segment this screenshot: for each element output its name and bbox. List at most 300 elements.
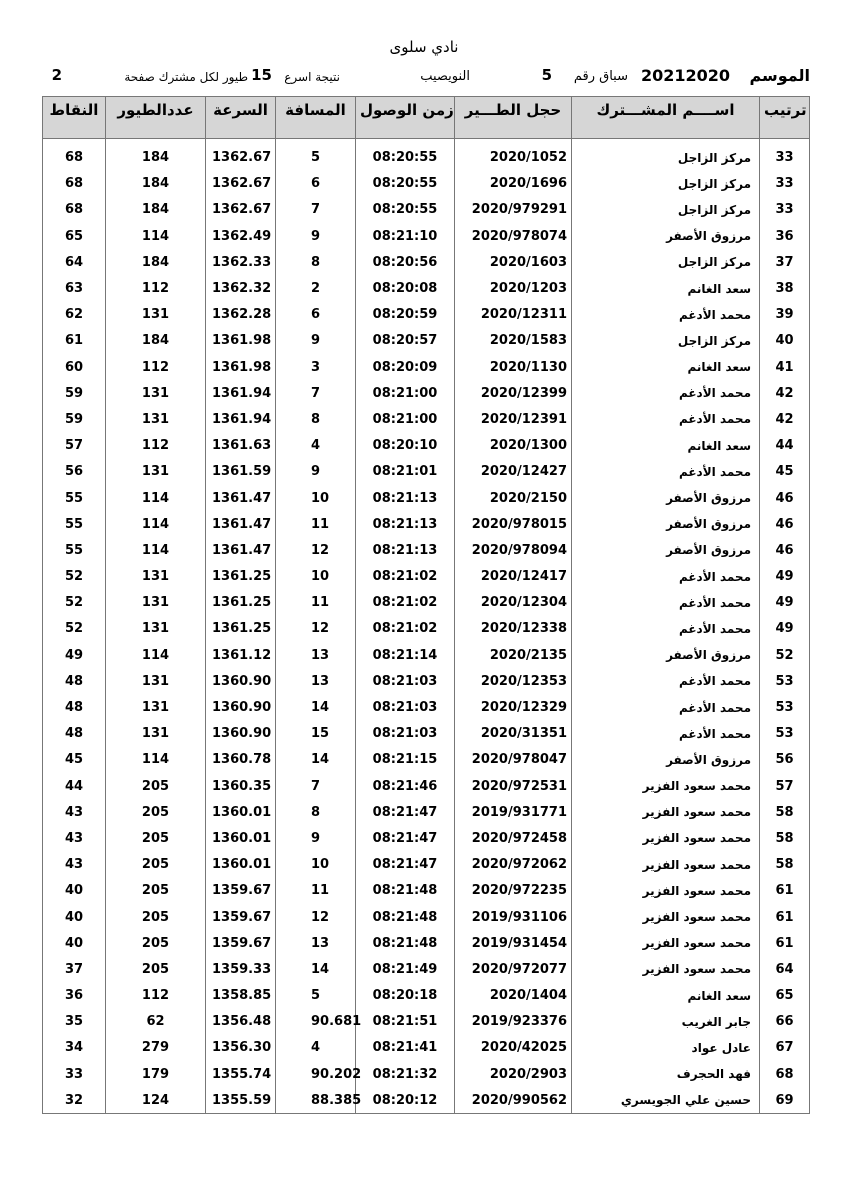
cell-points: 52 bbox=[43, 590, 106, 616]
cell-speed: 1362.33 bbox=[206, 249, 276, 275]
cell-birds-count: 112 bbox=[106, 275, 206, 301]
cell-arrival-time: 08:21:15 bbox=[356, 747, 455, 773]
cell-birds-count: 131 bbox=[106, 616, 206, 642]
cell-name: محمد سعود الفزير bbox=[572, 799, 760, 825]
cell-rank: 67 bbox=[760, 1035, 810, 1061]
cell-distance: 14 bbox=[276, 956, 356, 982]
cell-ring: 2020/972531 bbox=[455, 773, 572, 799]
cell-rank: 49 bbox=[760, 616, 810, 642]
cell-arrival-time: 08:20:10 bbox=[356, 433, 455, 459]
cell-points: 45 bbox=[43, 747, 106, 773]
cell-speed: 1355.74 bbox=[206, 1061, 276, 1087]
cell-points: 64 bbox=[43, 249, 106, 275]
cell-birds-count: 114 bbox=[106, 747, 206, 773]
table-row bbox=[43, 590, 810, 616]
cell-birds-count: 184 bbox=[106, 171, 206, 197]
cell-rank: 42 bbox=[760, 406, 810, 432]
cell-name: محمد سعود الفزير bbox=[572, 773, 760, 799]
cell-arrival-time: 08:21:46 bbox=[356, 773, 455, 799]
table-row bbox=[43, 668, 810, 694]
cell-birds-count: 131 bbox=[106, 721, 206, 747]
cell-name: مرزوق الأصفر bbox=[572, 537, 760, 563]
cell-name: محمد الأدغم bbox=[572, 380, 760, 406]
cell-rank: 37 bbox=[760, 249, 810, 275]
cell-name: مركز الزاجل bbox=[572, 171, 760, 197]
cell-distance: 12 bbox=[276, 537, 356, 563]
cell-rank: 69 bbox=[760, 1087, 810, 1113]
col-header-distance: المسافة bbox=[276, 97, 356, 139]
cell-speed: 1359.33 bbox=[206, 956, 276, 982]
table-header-row bbox=[43, 97, 810, 139]
cell-rank: 65 bbox=[760, 983, 810, 1009]
cell-distance: 10 bbox=[276, 852, 356, 878]
cell-points: 44 bbox=[43, 773, 106, 799]
club-title: نادي سلوى bbox=[389, 38, 459, 56]
cell-points: 55 bbox=[43, 537, 106, 563]
cell-arrival-time: 08:21:01 bbox=[356, 459, 455, 485]
cell-points: 68 bbox=[43, 197, 106, 223]
table-row bbox=[43, 354, 810, 380]
col-header-arrival-time: زمن الوصول bbox=[356, 97, 455, 139]
cell-arrival-time: 08:21:00 bbox=[356, 380, 455, 406]
cell-distance: 12 bbox=[276, 904, 356, 930]
cell-arrival-time: 08:21:13 bbox=[356, 485, 455, 511]
table-row bbox=[43, 773, 810, 799]
race-number-label: سباق رقم bbox=[573, 69, 628, 84]
table-row bbox=[43, 275, 810, 301]
cell-name: محمد الأدغم bbox=[572, 459, 760, 485]
cell-ring: 2019/923376 bbox=[455, 1009, 572, 1035]
cell-points: 48 bbox=[43, 721, 106, 747]
cell-name: محمد الأدغم bbox=[572, 302, 760, 328]
cell-speed: 1361.47 bbox=[206, 485, 276, 511]
table-row bbox=[43, 145, 810, 171]
cell-distance: 9 bbox=[276, 459, 356, 485]
cell-ring: 2020/2135 bbox=[455, 642, 572, 668]
cell-distance: 11 bbox=[276, 511, 356, 537]
cell-distance: 6 bbox=[276, 302, 356, 328]
cell-rank: 58 bbox=[760, 852, 810, 878]
cell-birds-count: 131 bbox=[106, 564, 206, 590]
cell-distance: 8 bbox=[276, 249, 356, 275]
cell-distance: 4 bbox=[276, 1035, 356, 1061]
table-row bbox=[43, 852, 810, 878]
cell-points: 52 bbox=[43, 564, 106, 590]
cell-rank: 42 bbox=[760, 380, 810, 406]
cell-ring: 2020/12427 bbox=[455, 459, 572, 485]
cell-arrival-time: 08:21:02 bbox=[356, 616, 455, 642]
cell-rank: 46 bbox=[760, 537, 810, 563]
birds-per-member-label: طيور لكل مشترك صفحة bbox=[124, 70, 248, 84]
cell-arrival-time: 08:21:51 bbox=[356, 1009, 455, 1035]
cell-ring: 2020/978015 bbox=[455, 511, 572, 537]
cell-rank: 40 bbox=[760, 328, 810, 354]
cell-name: محمد الأدغم bbox=[572, 616, 760, 642]
cell-rank: 41 bbox=[760, 354, 810, 380]
cell-ring: 2020/12399 bbox=[455, 380, 572, 406]
cell-points: 43 bbox=[43, 852, 106, 878]
table-row bbox=[43, 564, 810, 590]
cell-name: مركز الزاجل bbox=[572, 145, 760, 171]
cell-rank: 39 bbox=[760, 302, 810, 328]
cell-arrival-time: 08:20:12 bbox=[356, 1087, 455, 1113]
cell-arrival-time: 08:20:18 bbox=[356, 983, 455, 1009]
table-row bbox=[43, 694, 810, 720]
col-header-points: النقاط bbox=[43, 97, 106, 139]
cell-arrival-time: 08:21:48 bbox=[356, 878, 455, 904]
cell-ring: 2020/12338 bbox=[455, 616, 572, 642]
cell-birds-count: 184 bbox=[106, 328, 206, 354]
cell-arrival-time: 08:20:55 bbox=[356, 197, 455, 223]
cell-name: سعد الغانم bbox=[572, 354, 760, 380]
cell-arrival-time: 08:21:14 bbox=[356, 642, 455, 668]
cell-rank: 58 bbox=[760, 825, 810, 851]
cell-speed: 1361.59 bbox=[206, 459, 276, 485]
cell-rank: 33 bbox=[760, 145, 810, 171]
cell-speed: 1360.90 bbox=[206, 694, 276, 720]
cell-rank: 36 bbox=[760, 223, 810, 249]
cell-distance: 15 bbox=[276, 721, 356, 747]
cell-arrival-time: 08:21:41 bbox=[356, 1035, 455, 1061]
cell-name: محمد سعود الفزير bbox=[572, 825, 760, 851]
col-header-speed: السرعة bbox=[206, 97, 276, 139]
cell-rank: 53 bbox=[760, 668, 810, 694]
table-row bbox=[43, 433, 810, 459]
table-row bbox=[43, 537, 810, 563]
cell-ring: 2020/31351 bbox=[455, 721, 572, 747]
result-label: نتيجة اسرع bbox=[284, 70, 340, 84]
cell-points: 37 bbox=[43, 956, 106, 982]
cell-ring: 2020/2903 bbox=[455, 1061, 572, 1087]
cell-distance: 9 bbox=[276, 825, 356, 851]
cell-birds-count: 112 bbox=[106, 354, 206, 380]
cell-ring: 2019/931771 bbox=[455, 799, 572, 825]
cell-speed: 1361.98 bbox=[206, 354, 276, 380]
cell-name: محمد الأدغم bbox=[572, 590, 760, 616]
cell-rank: 46 bbox=[760, 511, 810, 537]
cell-points: 34 bbox=[43, 1035, 106, 1061]
cell-birds-count: 112 bbox=[106, 433, 206, 459]
cell-birds-count: 205 bbox=[106, 930, 206, 956]
cell-name: محمد سعود الفزير bbox=[572, 956, 760, 982]
cell-speed: 1361.47 bbox=[206, 537, 276, 563]
cell-speed: 1360.90 bbox=[206, 721, 276, 747]
cell-points: 60 bbox=[43, 354, 106, 380]
cell-points: 59 bbox=[43, 406, 106, 432]
cell-speed: 1356.48 bbox=[206, 1009, 276, 1035]
cell-ring: 2020/978047 bbox=[455, 747, 572, 773]
cell-name: مرزوق الأصفر bbox=[572, 511, 760, 537]
table-row bbox=[43, 642, 810, 668]
cell-distance: 10 bbox=[276, 485, 356, 511]
table-row bbox=[43, 1087, 810, 1113]
cell-speed: 1361.63 bbox=[206, 433, 276, 459]
cell-speed: 1361.94 bbox=[206, 380, 276, 406]
table-row bbox=[43, 380, 810, 406]
cell-ring: 2020/12311 bbox=[455, 302, 572, 328]
cell-distance: 7 bbox=[276, 380, 356, 406]
cell-ring: 2020/12417 bbox=[455, 564, 572, 590]
cell-birds-count: 205 bbox=[106, 799, 206, 825]
cell-points: 33 bbox=[43, 1061, 106, 1087]
cell-birds-count: 205 bbox=[106, 825, 206, 851]
race-info-row bbox=[40, 66, 810, 92]
cell-ring: 2020/1696 bbox=[455, 171, 572, 197]
cell-speed: 1355.59 bbox=[206, 1087, 276, 1113]
cell-distance: 4 bbox=[276, 433, 356, 459]
cell-name: محمد سعود الفزير bbox=[572, 878, 760, 904]
cell-birds-count: 62 bbox=[106, 1009, 206, 1035]
cell-birds-count: 131 bbox=[106, 694, 206, 720]
cell-speed: 1359.67 bbox=[206, 878, 276, 904]
cell-distance: 88.385 bbox=[276, 1087, 356, 1113]
cell-arrival-time: 08:21:02 bbox=[356, 564, 455, 590]
cell-arrival-time: 08:20:56 bbox=[356, 249, 455, 275]
table-row bbox=[43, 956, 810, 982]
cell-name: سعد الغانم bbox=[572, 433, 760, 459]
cell-arrival-time: 08:20:09 bbox=[356, 354, 455, 380]
cell-speed: 1361.94 bbox=[206, 406, 276, 432]
table-row bbox=[43, 406, 810, 432]
cell-distance: 8 bbox=[276, 406, 356, 432]
cell-points: 57 bbox=[43, 433, 106, 459]
table-row bbox=[43, 930, 810, 956]
cell-birds-count: 114 bbox=[106, 485, 206, 511]
cell-speed: 1361.25 bbox=[206, 564, 276, 590]
cell-name: مرزوق الأصفر bbox=[572, 747, 760, 773]
cell-arrival-time: 08:21:03 bbox=[356, 721, 455, 747]
cell-distance: 9 bbox=[276, 223, 356, 249]
cell-rank: 53 bbox=[760, 721, 810, 747]
col-header-name: اســــم المشـــترك bbox=[572, 97, 760, 139]
cell-ring: 2020/2150 bbox=[455, 485, 572, 511]
cell-points: 48 bbox=[43, 668, 106, 694]
cell-arrival-time: 08:21:47 bbox=[356, 825, 455, 851]
cell-rank: 68 bbox=[760, 1061, 810, 1087]
table-row bbox=[43, 799, 810, 825]
table-row bbox=[43, 878, 810, 904]
cell-ring: 2020/12391 bbox=[455, 406, 572, 432]
cell-birds-count: 205 bbox=[106, 956, 206, 982]
cell-arrival-time: 08:21:13 bbox=[356, 511, 455, 537]
table-row bbox=[43, 223, 810, 249]
cell-ring: 2020/990562 bbox=[455, 1087, 572, 1113]
cell-distance: 10 bbox=[276, 564, 356, 590]
cell-name: فهد الحجرف bbox=[572, 1061, 760, 1087]
cell-arrival-time: 08:20:55 bbox=[356, 171, 455, 197]
cell-points: 43 bbox=[43, 799, 106, 825]
cell-ring: 2020/979291 bbox=[455, 197, 572, 223]
cell-arrival-time: 08:20:08 bbox=[356, 275, 455, 301]
cell-birds-count: 205 bbox=[106, 878, 206, 904]
cell-arrival-time: 08:21:02 bbox=[356, 590, 455, 616]
cell-name: مركز الزاجل bbox=[572, 197, 760, 223]
cell-rank: 45 bbox=[760, 459, 810, 485]
cell-speed: 1356.30 bbox=[206, 1035, 276, 1061]
cell-speed: 1359.67 bbox=[206, 930, 276, 956]
cell-birds-count: 114 bbox=[106, 642, 206, 668]
cell-ring: 2020/972077 bbox=[455, 956, 572, 982]
cell-points: 62 bbox=[43, 302, 106, 328]
cell-arrival-time: 08:21:03 bbox=[356, 694, 455, 720]
table-row bbox=[43, 747, 810, 773]
table-row bbox=[43, 904, 810, 930]
cell-name: مرزوق الأصفر bbox=[572, 223, 760, 249]
cell-points: 43 bbox=[43, 825, 106, 851]
cell-birds-count: 131 bbox=[106, 406, 206, 432]
cell-arrival-time: 08:21:03 bbox=[356, 668, 455, 694]
cell-name: مركز الزاجل bbox=[572, 249, 760, 275]
cell-birds-count: 279 bbox=[106, 1035, 206, 1061]
cell-rank: 52 bbox=[760, 642, 810, 668]
table-row bbox=[43, 1035, 810, 1061]
cell-ring: 2020/12353 bbox=[455, 668, 572, 694]
cell-arrival-time: 08:21:48 bbox=[356, 904, 455, 930]
cell-name: محمد سعود الفزير bbox=[572, 930, 760, 956]
cell-name: عادل عواد bbox=[572, 1035, 760, 1061]
cell-points: 55 bbox=[43, 485, 106, 511]
cell-arrival-time: 08:21:47 bbox=[356, 799, 455, 825]
season-value: 20212020 bbox=[640, 66, 730, 85]
cell-name: مرزوق الأصفر bbox=[572, 642, 760, 668]
cell-arrival-time: 08:20:57 bbox=[356, 328, 455, 354]
cell-birds-count: 184 bbox=[106, 197, 206, 223]
cell-distance: 9 bbox=[276, 328, 356, 354]
cell-birds-count: 205 bbox=[106, 773, 206, 799]
cell-distance: 5 bbox=[276, 983, 356, 1009]
cell-points: 55 bbox=[43, 511, 106, 537]
cell-ring: 2020/1130 bbox=[455, 354, 572, 380]
cell-rank: 61 bbox=[760, 878, 810, 904]
cell-rank: 61 bbox=[760, 930, 810, 956]
table-row bbox=[43, 171, 810, 197]
table-row bbox=[43, 302, 810, 328]
cell-points: 52 bbox=[43, 616, 106, 642]
cell-distance: 7 bbox=[276, 773, 356, 799]
cell-ring: 2020/12304 bbox=[455, 590, 572, 616]
cell-speed: 1360.90 bbox=[206, 668, 276, 694]
race-location: النويصيب bbox=[420, 69, 470, 84]
cell-name: محمد الأدغم bbox=[572, 721, 760, 747]
cell-points: 63 bbox=[43, 275, 106, 301]
table-row bbox=[43, 721, 810, 747]
cell-birds-count: 184 bbox=[106, 145, 206, 171]
cell-rank: 46 bbox=[760, 485, 810, 511]
cell-name: سعد الغانم bbox=[572, 275, 760, 301]
cell-rank: 49 bbox=[760, 590, 810, 616]
cell-name: محمد الأدغم bbox=[572, 694, 760, 720]
cell-distance: 13 bbox=[276, 930, 356, 956]
cell-points: 40 bbox=[43, 930, 106, 956]
cell-speed: 1362.49 bbox=[206, 223, 276, 249]
table-row bbox=[43, 825, 810, 851]
page-number: 2 bbox=[51, 66, 62, 84]
cell-ring: 2020/978094 bbox=[455, 537, 572, 563]
cell-ring: 2020/42025 bbox=[455, 1035, 572, 1061]
table-row bbox=[43, 511, 810, 537]
cell-points: 56 bbox=[43, 459, 106, 485]
cell-points: 65 bbox=[43, 223, 106, 249]
cell-rank: 58 bbox=[760, 799, 810, 825]
cell-speed: 1360.01 bbox=[206, 799, 276, 825]
cell-ring: 2020/1300 bbox=[455, 433, 572, 459]
race-number-value: 5 bbox=[541, 66, 552, 84]
table-row bbox=[43, 249, 810, 275]
cell-distance: 13 bbox=[276, 668, 356, 694]
cell-distance: 13 bbox=[276, 642, 356, 668]
cell-birds-count: 131 bbox=[106, 590, 206, 616]
cell-ring: 2020/972235 bbox=[455, 878, 572, 904]
cell-points: 68 bbox=[43, 171, 106, 197]
cell-name: محمد سعود الفزير bbox=[572, 904, 760, 930]
cell-rank: 44 bbox=[760, 433, 810, 459]
table-row bbox=[43, 983, 810, 1009]
cell-ring: 2020/978074 bbox=[455, 223, 572, 249]
cell-distance: 90.681 bbox=[276, 1009, 356, 1035]
cell-birds-count: 205 bbox=[106, 904, 206, 930]
cell-birds-count: 131 bbox=[106, 302, 206, 328]
cell-distance: 5 bbox=[276, 145, 356, 171]
cell-speed: 1362.67 bbox=[206, 145, 276, 171]
table-row bbox=[43, 328, 810, 354]
cell-speed: 1362.67 bbox=[206, 171, 276, 197]
table-row bbox=[43, 485, 810, 511]
results-table bbox=[42, 96, 810, 1114]
cell-rank: 49 bbox=[760, 564, 810, 590]
cell-ring: 2020/972458 bbox=[455, 825, 572, 851]
cell-ring: 2020/1603 bbox=[455, 249, 572, 275]
cell-distance: 11 bbox=[276, 590, 356, 616]
cell-speed: 1361.12 bbox=[206, 642, 276, 668]
cell-distance: 14 bbox=[276, 747, 356, 773]
cell-rank: 56 bbox=[760, 747, 810, 773]
cell-arrival-time: 08:21:48 bbox=[356, 930, 455, 956]
cell-speed: 1359.67 bbox=[206, 904, 276, 930]
cell-ring: 2020/1052 bbox=[455, 145, 572, 171]
cell-speed: 1360.35 bbox=[206, 773, 276, 799]
cell-arrival-time: 08:20:59 bbox=[356, 302, 455, 328]
cell-rank: 53 bbox=[760, 694, 810, 720]
cell-name: محمد الأدغم bbox=[572, 406, 760, 432]
cell-rank: 33 bbox=[760, 197, 810, 223]
cell-ring: 2019/931106 bbox=[455, 904, 572, 930]
cell-points: 35 bbox=[43, 1009, 106, 1035]
col-header-ring: حجل الطـــير bbox=[455, 97, 572, 139]
cell-distance: 6 bbox=[276, 171, 356, 197]
cell-speed: 1362.32 bbox=[206, 275, 276, 301]
cell-points: 40 bbox=[43, 878, 106, 904]
cell-birds-count: 114 bbox=[106, 537, 206, 563]
cell-ring: 2020/1404 bbox=[455, 983, 572, 1009]
cell-name: محمد الأدغم bbox=[572, 564, 760, 590]
cell-speed: 1358.85 bbox=[206, 983, 276, 1009]
cell-points: 59 bbox=[43, 380, 106, 406]
cell-speed: 1360.01 bbox=[206, 852, 276, 878]
cell-birds-count: 114 bbox=[106, 511, 206, 537]
cell-birds-count: 131 bbox=[106, 668, 206, 694]
cell-arrival-time: 08:21:47 bbox=[356, 852, 455, 878]
cell-rank: 33 bbox=[760, 171, 810, 197]
cell-birds-count: 114 bbox=[106, 223, 206, 249]
cell-distance: 11 bbox=[276, 878, 356, 904]
cell-name: محمد الأدغم bbox=[572, 668, 760, 694]
table-row bbox=[43, 1009, 810, 1035]
cell-speed: 1361.25 bbox=[206, 590, 276, 616]
cell-speed: 1361.25 bbox=[206, 616, 276, 642]
cell-birds-count: 205 bbox=[106, 852, 206, 878]
cell-points: 48 bbox=[43, 694, 106, 720]
table-row bbox=[43, 616, 810, 642]
